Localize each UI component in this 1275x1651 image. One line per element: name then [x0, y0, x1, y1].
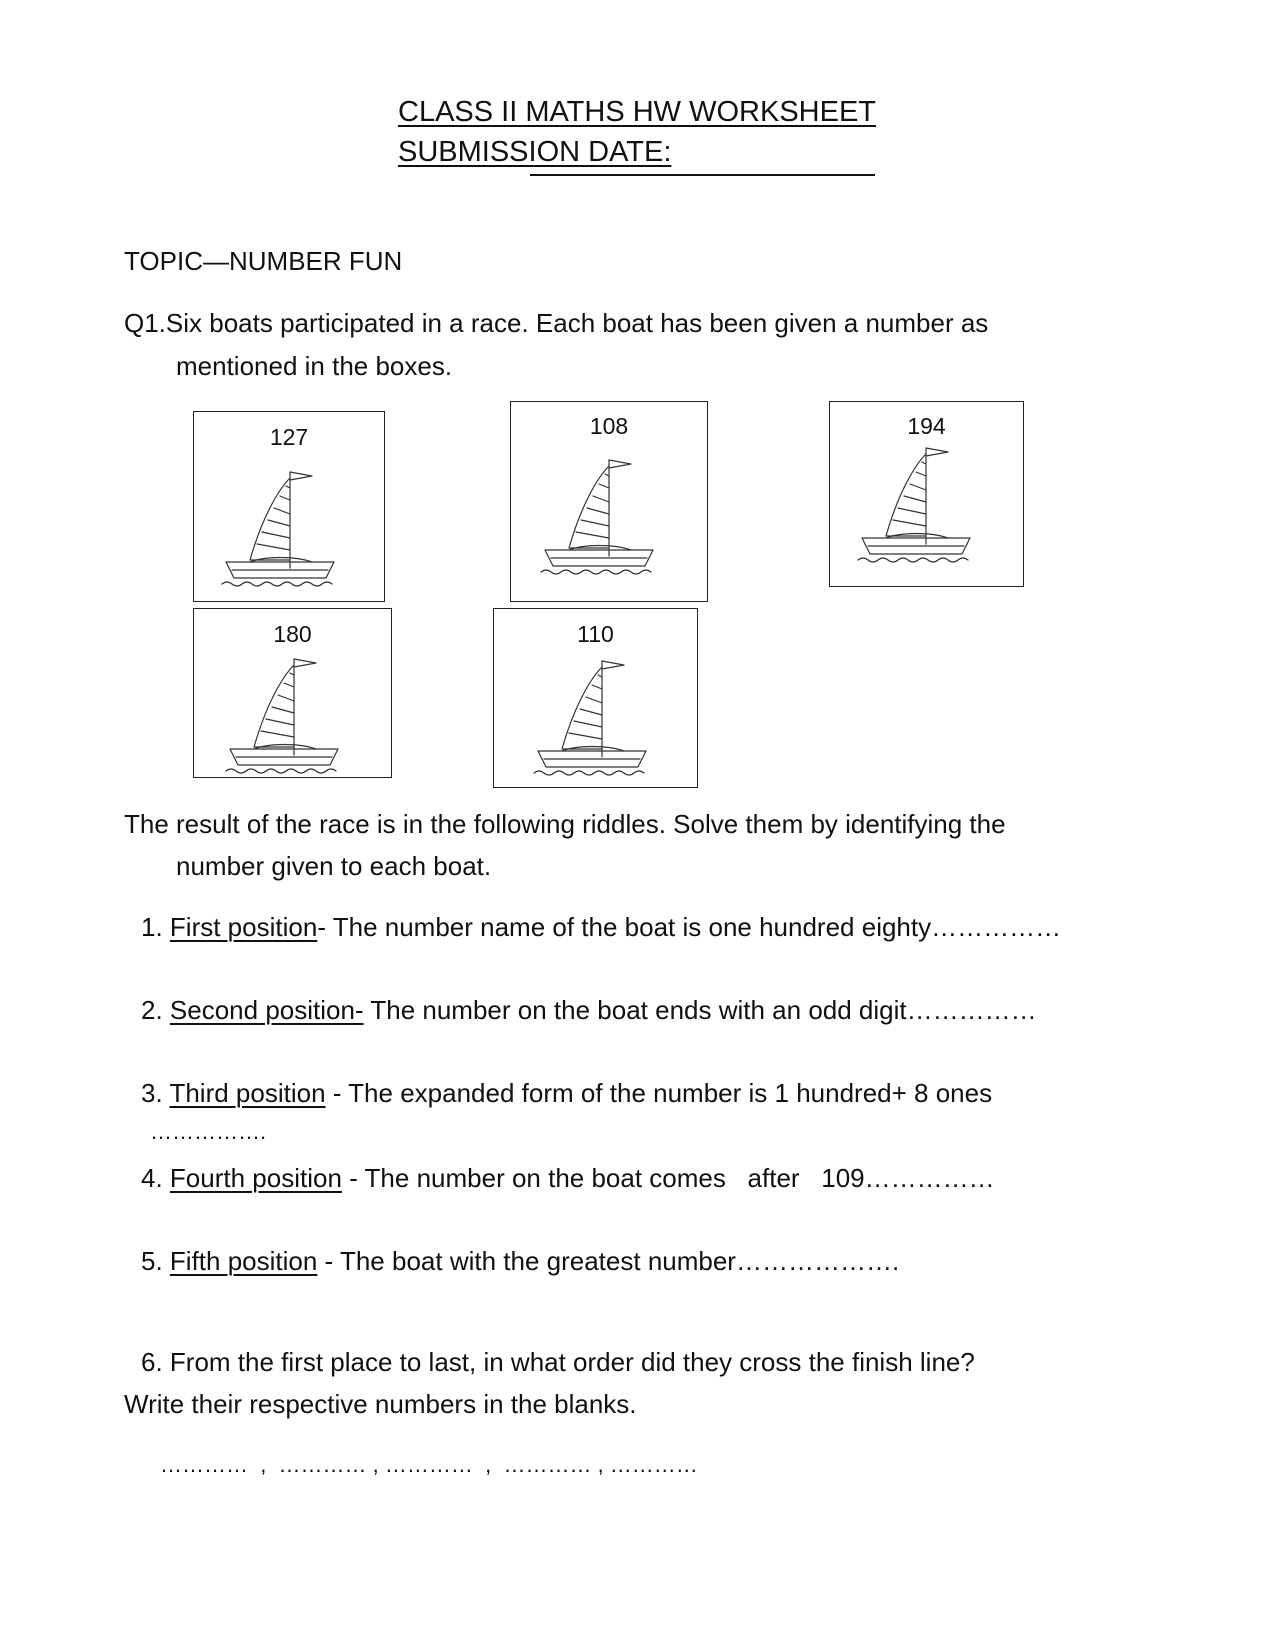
- boat-number: 108: [589, 413, 629, 439]
- riddle-label: First position: [169, 912, 318, 942]
- boat-box-4: [193, 608, 392, 778]
- riddle-2: [141, 995, 1037, 1026]
- boat-box-5: [493, 608, 698, 788]
- sailboat-icon: [856, 440, 976, 570]
- riddle-3: [141, 1078, 992, 1109]
- riddle-number: 3.: [141, 1078, 163, 1108]
- boat-box-1: [193, 411, 385, 602]
- boat-number: 180: [273, 621, 312, 647]
- riddle-4: [141, 1163, 995, 1194]
- riddle-text: - The expanded form of the number is 1 hundred+ 8 ones: [325, 1078, 993, 1108]
- riddle-text: - The number on the boat comes after 109……………: [341, 1163, 995, 1193]
- riddle-number: 5.: [141, 1246, 163, 1276]
- boat-box-2: [510, 401, 708, 602]
- riddle-label: Second position-: [169, 995, 364, 1025]
- boat-number: 127: [269, 424, 309, 450]
- q6-answer-blanks: ………… , ………… , ………… , ………… , …………: [160, 1452, 698, 1477]
- riddle-text: The number on the boat ends with an odd digit……………: [363, 995, 1037, 1025]
- submission-label-text: SUBMISSION DATE:: [398, 136, 672, 168]
- worksheet-title: CLASS II MATHS HW WORKSHEET: [398, 96, 877, 128]
- submission-date-blank: [530, 174, 875, 176]
- topic-heading: TOPIC—NUMBER FUN: [124, 246, 403, 276]
- boat-box-3: [829, 401, 1024, 587]
- riddle-text: - The number name of the boat is one hundred eighty……………: [317, 912, 1062, 942]
- riddle-number: 1.: [141, 912, 163, 942]
- sailboat-icon: [532, 653, 652, 783]
- q6-line-1: 6. From the first place to last, in what order did they cross the finish line?: [141, 1347, 975, 1377]
- sailboat-icon: [539, 452, 659, 582]
- q1-line-2: mentioned in the boxes.: [176, 351, 453, 381]
- riddle-label: Fifth position: [169, 1246, 318, 1276]
- riddle-text: - The boat with the greatest number……………….: [317, 1246, 900, 1276]
- sailboat-icon: [224, 651, 344, 781]
- riddle-label: Fourth position: [169, 1163, 342, 1193]
- riddle-1: [141, 912, 1061, 943]
- riddle-intro-line-1: The result of the race is in the following riddles. Solve them by identifying the: [124, 809, 1006, 839]
- riddle-label: Third position: [169, 1078, 326, 1108]
- riddle-5: [141, 1246, 899, 1277]
- boat-number: 110: [577, 621, 614, 647]
- submission-date-label: [398, 136, 671, 169]
- q6-line-2: Write their respective numbers in the blanks.: [124, 1389, 637, 1419]
- riddle-3-blank: …………….: [150, 1119, 267, 1144]
- riddle-number: 4.: [141, 1163, 163, 1193]
- riddle-intro-line-2: number given to each boat.: [176, 851, 492, 881]
- boat-number: 194: [907, 413, 946, 439]
- riddle-number: 2.: [141, 995, 163, 1025]
- sailboat-icon: [220, 464, 340, 594]
- q1-line-1: Q1.Six boats participated in a race. Each boat has been given a number as: [124, 308, 989, 338]
